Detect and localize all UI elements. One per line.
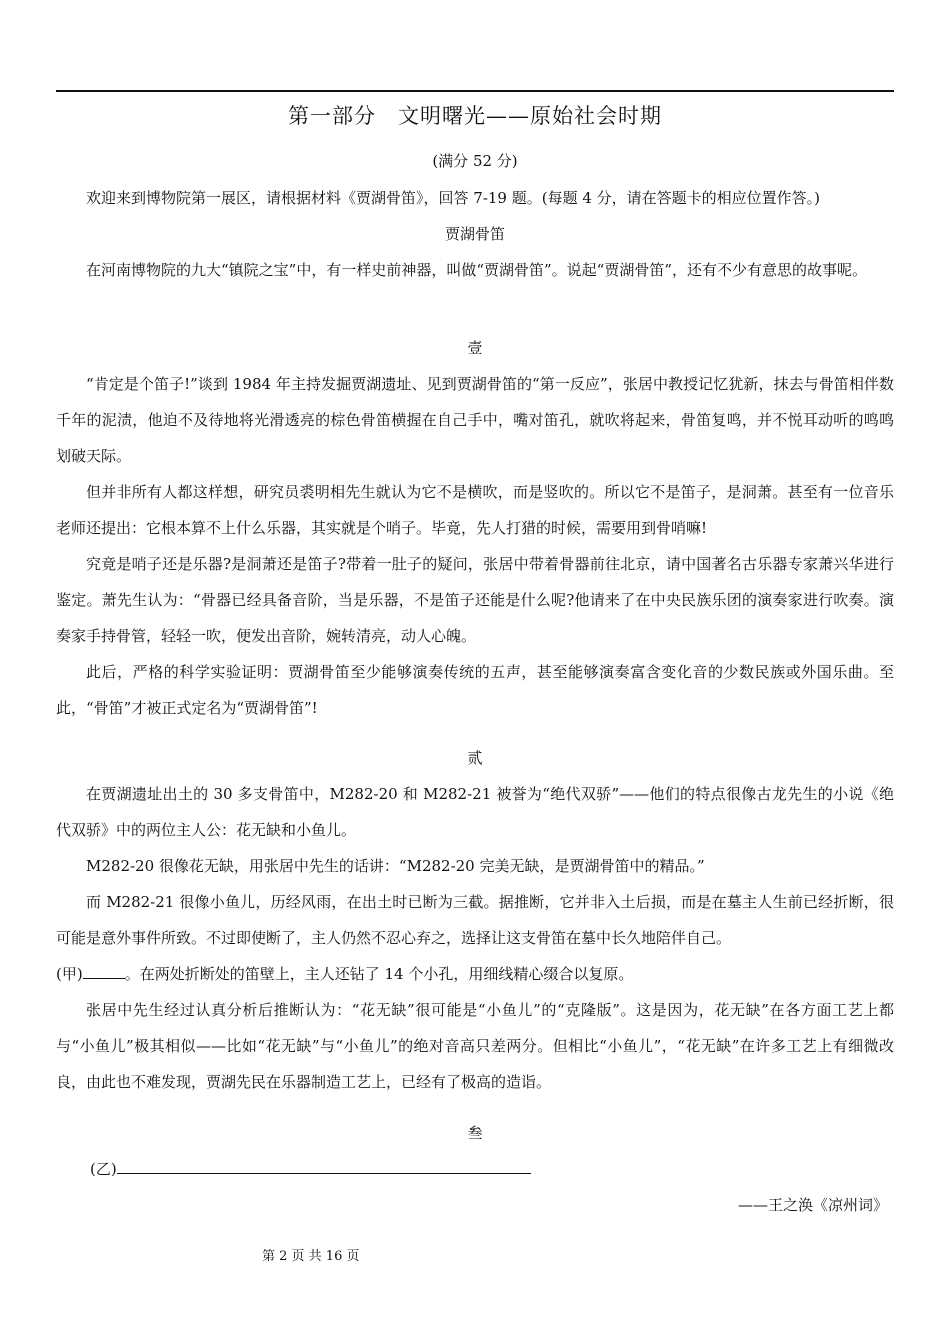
section-3-heading: 叁 (467, 1124, 483, 1142)
blank-yi (117, 1155, 531, 1174)
blank-jia (83, 960, 125, 979)
section-2-paragraph: 张居中先生经过认真分析后推断认为：“花无缺”很可能是“小鱼儿”的“克隆版”。这是因为，花无缺”在各方面工艺上都与“小鱼儿”极其相似——比如“花无缺”与“小鱼儿”的绝对音高只差两分。但相比“小鱼儿”，“花无缺”在许多工艺上有细微改良，由此也不难发现，贾湖先民在乐器制造工艺上，已经有了极高的造诣。 (56, 1001, 894, 1091)
blank-yi-label: (乙) (90, 1160, 117, 1178)
score-note: (满分 52 分) (432, 152, 518, 170)
attribution: ——王之涣《凉州词》 (737, 1196, 888, 1214)
page-title: 第一部分 文明曙光——原始社会时期 (288, 104, 662, 128)
intro-block (56, 180, 894, 288)
section-1-paragraph: 究竟是哨子还是乐器?是洞萧还是笛子?带着一肚子的疑问，张居中带着骨器前往北京，请中国著名古乐器专家萧兴华进行鉴定。萧先生认为：“骨器已经具备音阶，当是乐器，不是笛子还能是什么呢?他请来了在中央民族乐团的演奏家进行吹奏。演奏家手持骨管，轻轻一吹，便发出音阶，婉转清亮，动人心魄。 (56, 555, 894, 645)
section-2-paragraph: M282-20 很像花无缺，用张居中先生的话讲：“M282-20 完美无缺，是贾湖骨笛中的精品。” (86, 857, 705, 875)
section-1-heading: 壹 (467, 339, 483, 357)
section-2-paragraph: 在贾湖遗址出土的 30 多支骨笛中，M282-20 和 M282-21 被誉为“绝代双骄”——他们的特点很像古龙先生的小说《绝代双骄》中的两位主人公：花无缺和小鱼儿。 (56, 785, 894, 839)
blank-yi-line (56, 1151, 894, 1187)
section-1-paragraph: 但并非所有人都这样想，研究员裘明相先生就认为它不是横吹，而是竖吹的。所以它不是笛子，是洞萧。甚至有一位音乐老师还提出：它根本算不上什么乐器，其实就是个哨子。毕竟，先人打猎的时候，需要用到骨哨嘛! (56, 483, 894, 537)
blank-jia-after: 。在两处折断处的笛壁上，主人还钻了 14 个小孔，用细线精心缀合以复原。 (124, 965, 634, 983)
blank-jia-label: (甲) (56, 965, 83, 983)
article-lead: 在河南博物院的九大“镇院之宝”中，有一样史前神器，叫做“贾湖骨笛”。说起“贾湖骨笛”，还有不少有意思的故事呢。 (86, 261, 868, 279)
section-1-paragraph: “肯定是个笛子!”谈到 1984 年主持发掘贾湖遗址、见到贾湖骨笛的“第一反应”，张居中教授记忆犹新，抹去与骨笛相伴数千年的泥渍，他迫不及待地将光滑透亮的棕色骨笛横握在自己手中，嘴对笛孔，就吹将起来，骨笛复鸣，并不悦耳动听的鸣鸣划破天际。 (56, 375, 894, 465)
section-2 (56, 740, 894, 1100)
header-rule (56, 90, 894, 92)
section-2-heading: 贰 (467, 749, 483, 767)
section-1 (56, 330, 894, 726)
section-3 (56, 1115, 894, 1223)
section-1-paragraph: 此后，严格的科学实验证明：贾湖骨笛至少能够演奏传统的五声，甚至能够演奏富含变化音的少数民族或外国乐曲。至此，“骨笛”才被正式定名为“贾湖骨笛”! (56, 663, 894, 717)
page-number: 第 2 页 共 16 页 (262, 1249, 360, 1264)
intro-text: 欢迎来到博物院第一展区，请根据材料《贾湖骨笛》，回答 7-19 题。(每题 4 分，请在答题卡的相应位置作答。) (86, 189, 821, 207)
article-title: 贾湖骨笛 (444, 225, 505, 243)
blank-jia-line (56, 956, 894, 992)
section-2-paragraph: 而 M282-21 很像小鱼儿，历经风雨，在出土时已断为三截。据推断，它并非入土后损，而是在墓主人生前已经折断，很可能是意外事件所致。不过即使断了，主人仍然不忍心弃之，选择让这支骨笛在墓中长久地陪伴自己。 (56, 893, 894, 947)
